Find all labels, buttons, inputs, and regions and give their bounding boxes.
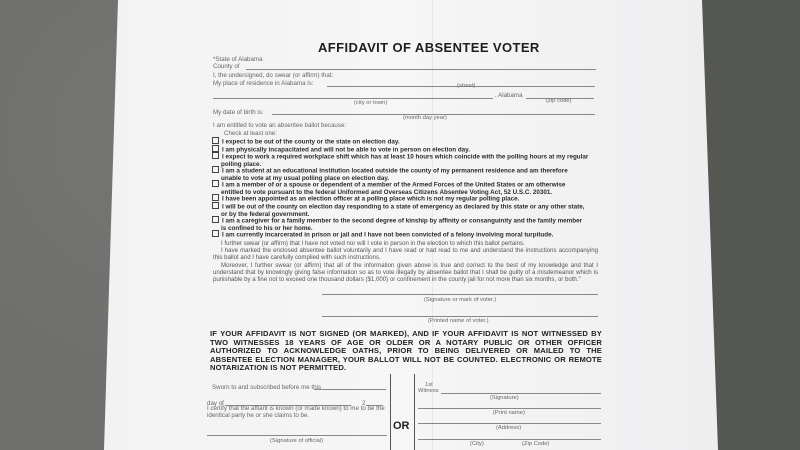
reason-option-6[interactable]: I have been appointed as an election officer at a polling place which is not my regular polling place. (212, 194, 519, 203)
notary-date-field[interactable] (314, 389, 386, 390)
checkbox[interactable] (212, 180, 219, 187)
witness-signature-caption: (Signature) (490, 395, 519, 401)
paragraph-not-voted: I further swear (or affirm) that I have not voted nor will I vote in person in the election to which this ballot pertains. (221, 240, 525, 247)
checkbox[interactable] (212, 152, 219, 159)
checkbox[interactable] (212, 216, 219, 223)
voter-signature-caption: (Signature or mark of voter.) (424, 297, 497, 303)
reason-option-4[interactable]: I am a student at an educational institution located outside the county of my permanent residence and am therefore unable to vote at my usual polling place on election day. (212, 166, 568, 183)
witness-label: Witness (418, 388, 439, 394)
oath-text: I, the undersigned, do swear (or affirm) that: (213, 72, 334, 79)
check-one-text: Check at least one: (224, 130, 277, 137)
voter-signature-field[interactable] (322, 294, 598, 295)
city-field[interactable] (213, 98, 493, 99)
paragraph-marked-voluntarily: I have marked the enclosed absentee ballot voluntarily and I have read or had read to me and understand the instructions accompanying this ballot and I have carefully complied with such instructions. (213, 247, 598, 262)
form-title: AFFIDAVIT OF ABSENTEE VOTER (318, 40, 540, 55)
witness-signature-field[interactable] (441, 393, 601, 394)
witness-print-caption: (Print name) (493, 410, 525, 416)
official-signature-field[interactable] (207, 435, 387, 436)
checkbox[interactable] (212, 145, 219, 152)
city-caption: (city or town) (354, 100, 388, 106)
checkbox[interactable] (212, 202, 219, 209)
county-field[interactable] (246, 69, 596, 70)
witness-ordinal: 1st (425, 382, 433, 388)
dob-label: My date of birth is: (213, 109, 264, 116)
reason-option-9[interactable]: I am currently incarcerated in prison or jail and I have not been convicted of a felony involving moral turpitude. (212, 230, 553, 239)
checkbox[interactable] (212, 194, 219, 201)
divider-right (414, 374, 415, 450)
or-separator: OR (393, 420, 410, 432)
county-label: County of (213, 63, 240, 70)
notary-day-of-text: day of (207, 400, 224, 407)
state-label: *State of Alabama (213, 56, 263, 63)
zip-caption: (zip code) (546, 98, 572, 104)
reason-option-8[interactable]: I am a caregiver for a family member to the second degree of kinship by affinity or consanguinity and the family member is confined to his or her home. (212, 216, 582, 233)
reason-option-1[interactable]: I expect to be out of the county or the state on election day. (212, 137, 400, 146)
checkbox[interactable] (212, 230, 219, 237)
witness-city-zip-field[interactable] (418, 439, 601, 440)
street-caption: (street) (457, 83, 476, 89)
witness-address-field[interactable] (418, 423, 601, 424)
entitled-text: I am entitled to vote an absentee ballot because: (213, 122, 347, 129)
dob-caption: (month day year) (403, 115, 447, 121)
voter-printed-name-field[interactable] (322, 316, 598, 317)
reason-option-5[interactable]: I am a member of or a spouse or dependent of a member of the Armed Forces of the United States or am otherwise entitled to vote pursuant to the federal Uniformed and Overseas Citizens Absentee Voting Act, 52 U.S.C. 20301. (212, 180, 565, 197)
reason-option-7[interactable]: I will be out of the county on election day responding to a state of emergency as declared by this state or any other state, or by the federal government. (212, 202, 585, 219)
checkbox[interactable] (212, 166, 219, 173)
notary-certify-text: I certify that the affiant is known (or made known) to me to be the identical party he or she claims to be. (207, 405, 385, 419)
voter-printed-caption: (Printed name of voter.) (428, 318, 489, 324)
checkbox[interactable] (212, 137, 219, 144)
reason-option-2[interactable]: I am physically incapacitated and will not be able to vote in person on election day. (212, 145, 470, 154)
divider-left (390, 374, 391, 450)
witness-zip-caption: (Zip Code) (522, 441, 550, 447)
paragraph-penalty: Moreover, I further swear (or affirm) that all of the information given above is true and correct to the best of my knowledge and that I understand that by knowingly giving false information so as to vote illegally by absentee ballot that I shall be guilty of a misdemeanor which is punishable by a fine not to exceed one thousand dollars ($1,000) or confinement in the county jail for not more than six months, or both." (213, 261, 598, 283)
witness-address-caption: (Address) (496, 425, 522, 431)
residence-label: My place of residence in Alabama is: (213, 80, 314, 87)
witness-city-caption: (City) (470, 441, 484, 447)
notary-year-prefix: 2 (362, 400, 366, 407)
alabama-label: , Alabama (495, 92, 523, 99)
warning-notice: IF YOUR AFFIDAVIT IS NOT SIGNED (OR MARKED), AND IF YOUR AFFIDAVIT IS NOT WITNESSED BY TWO WITNESSES 18 YEARS OF AGE OR OLDER OR A NOTARY PUBLIC OR OTHER OFFICER AUTHORIZED TO ACKNOWLEDGE OATHS, PRIOR TO BEING DELIVERED OR MAILED TO THE ABSENTEE ELECTION MANAGER, YOUR BALLOT WILL NOT BE COUNTED. ELECTRONIC OR REMOTE NOTARIZATION IS NOT PERMITTED. (210, 329, 602, 373)
notary-sworn-text: Sworn to and subscribed before me this (212, 384, 322, 391)
official-signature-caption: (Signature of official) (270, 438, 324, 444)
witness-print-name-field[interactable] (418, 408, 601, 409)
reason-option-3[interactable]: I expect to work a required workplace shift which has at least 10 hours which coincide with the polling hours at my regular polling place. (212, 152, 588, 169)
